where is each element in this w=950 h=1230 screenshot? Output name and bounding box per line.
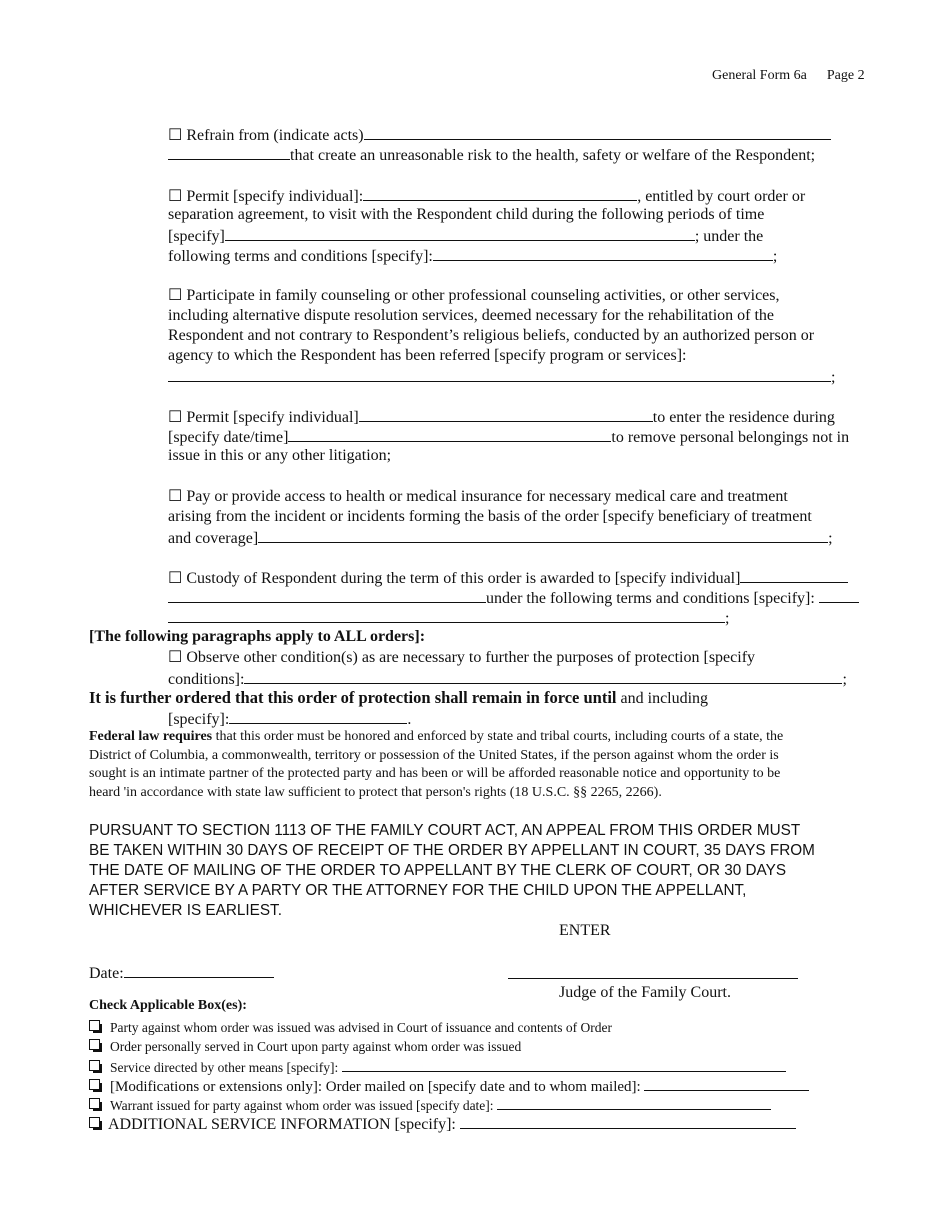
appeal-notice-line-5: WHICHEVER IS EARLIEST. (89, 902, 282, 919)
appeal-notice-line-4: AFTER SERVICE BY A PARTY OR THE ATTORNEY FOR THE CHILD UPON THE APPELLANT, (89, 882, 747, 899)
further-ordered-line: It is further ordered that this order of protection shall remain in force until and including (89, 688, 709, 707)
date-line: Date: (89, 962, 274, 984)
checkbox-permit-visit[interactable]: ☐ (168, 188, 183, 205)
appeal-notice-line-2: BE TAKEN WITHIN 30 DAYS OF RECEIPT OF THE ORDER BY APPELLANT IN COURT, 35 DAYS FROM (89, 842, 815, 859)
appeal-notice-line-3: THE DATE OF MAILING OF THE ORDER TO APPELLANT BY THE CLERK OF COURT, OR 30 DAYS (89, 862, 787, 879)
custody-individual-field-cont[interactable] (168, 587, 486, 603)
checkbox-other-means[interactable] (89, 1060, 100, 1071)
counseling-line-4: agency to which the Respondent has been referred [specify program or services]: (168, 347, 687, 364)
refrain-line-1: ☐ Refrain from (indicate acts) (168, 124, 831, 146)
form-number: General Form 6a (712, 68, 807, 83)
judge-label: Judge of the Family Court. (559, 984, 731, 1001)
custody-line-2: under the following terms and conditions [specify]: (168, 587, 859, 609)
permit-visit-line-2: separation agreement, to visit with the Respondent child during the following periods of time (168, 206, 765, 223)
insurance-coverage-field[interactable] (258, 527, 828, 543)
permit-residence-line-3: issue in this or any other litigation; (168, 447, 392, 464)
custody-line-1: ☐ Custody of Respondent during the term of this order is awarded to [specify individual] (168, 567, 848, 589)
permit-visit-line-4: following terms and conditions [specify]: ; (168, 245, 777, 267)
observe-conditions-field[interactable] (244, 668, 842, 684)
federal-law-line-2: District of Columbia, a commonwealth, territory or possession of the United States, if the person against whom the order is (89, 747, 779, 763)
counseling-program-field[interactable] (168, 366, 831, 382)
checkbox-observe[interactable]: ☐ (168, 649, 183, 666)
insurance-line-3: and coverage] ; (168, 527, 833, 549)
additional-info-field[interactable] (460, 1113, 796, 1129)
checkbox-custody[interactable]: ☐ (168, 570, 183, 587)
page-number: Page 2 (826, 68, 865, 83)
custody-individual-field[interactable] (740, 567, 848, 583)
insurance-line-1: ☐ Pay or provide access to health or medical insurance for necessary medical care and treatment (168, 488, 788, 505)
permit-visit-individual-field[interactable] (363, 185, 637, 201)
insurance-line-2: arising from the incident or incidents forming the basis of the order [specify beneficiary of treatment (168, 508, 812, 525)
federal-law-line-3: sought is an intimate partner of the protected party and has been or will be afforded reasonable notice and opportunity to be (89, 766, 781, 781)
refrain-acts-field-cont[interactable] (168, 144, 290, 160)
judge-signature-line[interactable] (508, 978, 798, 979)
counseling-line-5: ; (168, 366, 835, 388)
permit-residence-line-1: ☐ Permit [specify individual] to enter the residence during (168, 406, 835, 428)
checkbox-warrant[interactable] (89, 1098, 100, 1109)
custody-terms-field[interactable] (819, 587, 859, 603)
check-item-mailed: [Modifications or extensions only]: Order mailed on [specify date and to whom mailed]: (89, 1075, 809, 1097)
check-heading: Check Applicable Box(es): (89, 998, 247, 1013)
observe-line-1: ☐ Observe other condition(s) as are necessary to further the purposes of protection [specify (168, 649, 756, 666)
permit-visit-periods-field[interactable] (225, 225, 695, 241)
checkbox-additional[interactable] (89, 1117, 100, 1128)
checkbox-insurance[interactable]: ☐ (168, 488, 183, 505)
checkbox-refrain[interactable]: ☐ (168, 127, 183, 144)
warrant-date-field[interactable] (497, 1094, 771, 1110)
permit-visit-line-1: ☐ Permit [specify individual]: , entitled by court order or (168, 185, 805, 207)
enter-label: ENTER (559, 922, 611, 939)
checkbox-advised[interactable] (89, 1020, 100, 1031)
observe-line-2: conditions]: ; (168, 668, 847, 690)
further-ordered-specify: [specify]: . (168, 708, 411, 730)
permit-visit-terms-field[interactable] (433, 245, 773, 261)
permit-residence-datetime-field[interactable] (288, 426, 611, 442)
check-item-additional: ADDITIONAL SERVICE INFORMATION [specify]: (89, 1113, 796, 1135)
page-header (712, 67, 865, 86)
checkbox-permit-residence[interactable]: ☐ (168, 409, 183, 426)
check-item-other-means: Service directed by other means [specify]: (89, 1056, 786, 1077)
check-item-advised: Party against whom order was issued was advised in Court of issuance and contents of Order (89, 1018, 612, 1037)
checkbox-served[interactable] (89, 1039, 100, 1050)
federal-law-line-1: Federal law requires that this order must be honored and enforced by state and tribal courts, including courts of a state, the (89, 729, 784, 744)
mailed-field[interactable] (644, 1075, 809, 1091)
check-item-served: Order personally served in Court upon party against whom order was issued (89, 1037, 521, 1056)
checkbox-mailed[interactable] (89, 1079, 100, 1090)
counseling-line-1: ☐ Participate in family counseling or other professional counseling activities, or other services, (168, 287, 780, 304)
custody-line-3: ; (168, 607, 729, 629)
custody-terms-field-cont[interactable] (168, 607, 725, 623)
appeal-notice-line-1: PURSUANT TO SECTION 1113 OF THE FAMILY COURT ACT, AN APPEAL FROM THIS ORDER MUST (89, 822, 801, 839)
counseling-line-3: Respondent and not contrary to Respondent’s religious beliefs, conducted by an authorized person or (168, 327, 815, 344)
refrain-line-2: that create an unreasonable risk to the health, safety or welfare of the Respondent; (168, 144, 815, 166)
permit-visit-line-3: [specify] ; under the (168, 225, 763, 247)
other-means-field[interactable] (342, 1056, 786, 1072)
date-field[interactable] (124, 962, 274, 978)
federal-law-line-4: heard 'in accordance with state law sufficient to protect that person's rights (18 U.S.C. §§ 2265, 2266). (89, 784, 662, 800)
check-item-warrant: Warrant issued for party against whom order was issued [specify date]: (89, 1094, 771, 1115)
counseling-line-2: including alternative dispute resolution services, deemed necessary for the rehabilitation of the (168, 307, 775, 324)
order-expiry-field[interactable] (229, 708, 407, 724)
checkbox-counseling[interactable]: ☐ (168, 287, 183, 304)
all-orders-heading: [The following paragraphs apply to ALL orders]: (89, 628, 426, 645)
refrain-acts-field[interactable] (364, 124, 831, 140)
permit-residence-individual-field[interactable] (359, 406, 653, 422)
permit-residence-line-2: [specify date/time] to remove personal belongings not in (168, 426, 849, 448)
